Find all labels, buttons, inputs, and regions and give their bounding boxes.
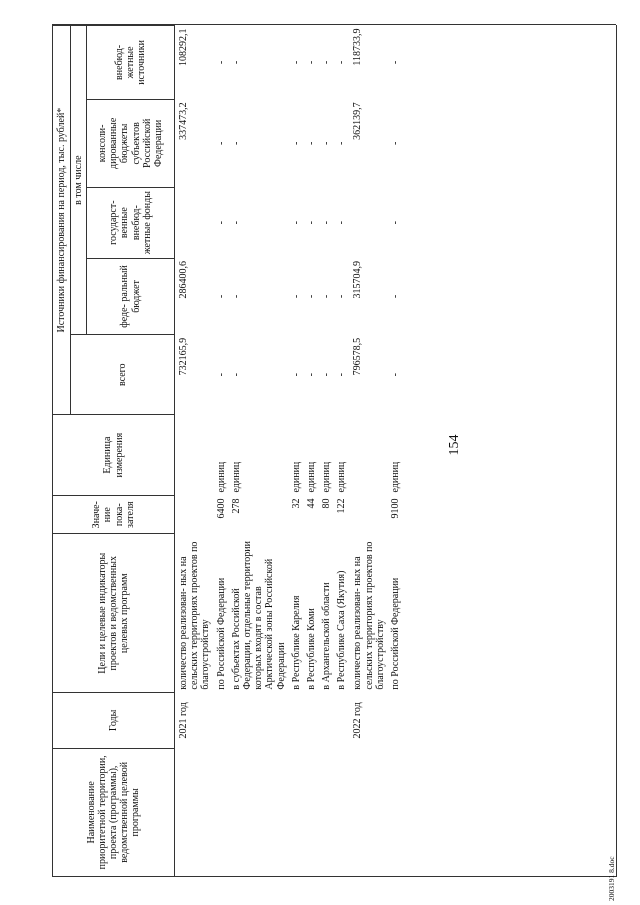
table-row <box>214 26 229 877</box>
consolidated-cell: - <box>390 141 401 146</box>
header-consolidated: консоли- дированные бюджеты субъектов Российской Федерации <box>87 99 175 187</box>
total-cell: - <box>336 373 348 377</box>
extra-cell: - <box>336 60 348 65</box>
table-row <box>388 26 403 877</box>
value-cell: 122 <box>336 498 348 514</box>
year-cell <box>319 693 334 749</box>
table-left-border <box>52 876 616 877</box>
federal-cell: - <box>215 294 227 299</box>
funds-cell: - <box>305 221 317 225</box>
extra-cell: 108292,1 <box>178 28 189 66</box>
unit-cell: единиц <box>230 461 242 493</box>
consolidated-cell: - <box>336 141 348 146</box>
total-cell: 796578,5 <box>352 337 364 376</box>
value-cell <box>349 496 388 534</box>
year-cell: 2022 год <box>352 702 364 739</box>
value-cell: 80 <box>321 498 333 509</box>
funds-cell: - <box>390 221 401 225</box>
extra-cell: - <box>321 60 333 65</box>
extra-cell: 118733,9 <box>352 28 364 66</box>
footer-code: 2003191 8.doc <box>607 856 616 901</box>
year-cell <box>304 693 319 749</box>
funds-cell <box>175 187 214 258</box>
total-cell: - <box>321 373 333 377</box>
header-name: Наименование приоритетной территории, проекта (программы), ведомственной целевой программы <box>53 748 175 876</box>
header-unit: Единица измерения <box>53 415 175 496</box>
indicator-cell: в Архангельской области <box>321 582 333 690</box>
consolidated-cell: - <box>230 141 242 146</box>
header-goals: Цели и целевые индикаторы проектов и ведомственных целевых программ <box>53 534 175 693</box>
consolidated-cell: - <box>305 141 317 146</box>
year-cell: 2021 год <box>178 702 189 739</box>
table-right-border <box>52 24 616 25</box>
unit-cell: единиц <box>336 461 348 493</box>
total-cell: 732165,9 <box>178 337 189 376</box>
table-row <box>289 26 304 877</box>
table-row <box>349 26 388 877</box>
total-cell: - <box>390 373 401 377</box>
year-cell <box>388 693 403 749</box>
indicator-cell: в субъектах Российской Федерации, отдельные территории которых входят в состав Арктической зоны Российской Федерации <box>230 541 287 690</box>
funds-cell: - <box>290 221 302 225</box>
extra-cell: - <box>290 60 302 65</box>
consolidated-cell: - <box>215 141 227 146</box>
extra-cell: - <box>305 60 317 65</box>
value-cell: 44 <box>305 498 317 509</box>
year-cell <box>214 693 229 749</box>
funds-cell: - <box>336 221 348 225</box>
unit-cell: единиц <box>290 461 302 493</box>
indicator-cell: количество реализован- ных на сельских территориях проектов по благоустройству <box>352 541 386 690</box>
value-cell: 278 <box>230 498 242 514</box>
federal-cell: 315704,9 <box>352 261 364 299</box>
header-extra: внебюд- жетные источники <box>87 26 175 100</box>
unit-cell <box>175 415 214 496</box>
federal-cell: - <box>336 294 348 299</box>
indicator-cell: в Республике Саха (Якутия) <box>336 570 348 690</box>
year-cell <box>289 693 304 749</box>
unit-cell <box>349 415 388 496</box>
total-cell: - <box>305 373 317 377</box>
year-cell <box>334 693 349 749</box>
table-row <box>334 26 349 877</box>
extra-cell: - <box>390 60 401 65</box>
page-number: 154 <box>447 434 462 456</box>
header-value: Значе- ние пока- зателя <box>53 496 175 534</box>
value-cell <box>175 496 214 534</box>
federal-cell: - <box>305 294 317 299</box>
consolidated-cell: 362139,7 <box>352 102 364 140</box>
federal-cell: - <box>290 294 302 299</box>
funds-cell <box>349 187 388 258</box>
unit-cell: единиц <box>305 461 317 493</box>
funds-cell: - <box>230 221 242 225</box>
federal-cell: - <box>230 294 242 299</box>
indicator-cell: количество реализован- ных на сельских территориях проектов по благоустройству <box>178 541 212 690</box>
unit-cell: единиц <box>390 461 401 493</box>
table-row <box>175 26 214 877</box>
header-years: Годы <box>53 693 175 749</box>
indicator-cell: по Российской Федерации <box>390 577 401 690</box>
funds-cell: - <box>321 221 333 225</box>
funds-cell: - <box>215 221 227 225</box>
total-cell: - <box>215 373 227 377</box>
unit-cell: единиц <box>215 461 227 493</box>
unit-cell: единиц <box>321 461 333 493</box>
federal-cell: - <box>390 294 401 299</box>
federal-cell: - <box>321 294 333 299</box>
table-row <box>229 26 289 877</box>
value-cell: 6400 <box>215 498 227 519</box>
header-incl: в том числе <box>71 26 87 335</box>
federal-cell: 286400,6 <box>178 261 189 299</box>
table-bottom-border <box>616 25 617 877</box>
value-cell: 32 <box>290 498 302 509</box>
total-cell: - <box>230 373 242 377</box>
indicator-cell: в Республике Карелия <box>290 595 302 690</box>
extra-cell: - <box>230 60 242 65</box>
total-cell: - <box>290 373 302 377</box>
consolidated-cell: - <box>290 141 302 146</box>
table-row <box>319 26 334 877</box>
financing-table <box>52 25 403 877</box>
indicator-cell: по Российской Федерации <box>215 577 227 690</box>
consolidated-cell: - <box>321 141 333 146</box>
year-cell <box>229 693 289 749</box>
table-row <box>304 26 319 877</box>
header-federal: феде- ральный бюджет <box>87 258 175 335</box>
header-total: всего <box>71 335 175 415</box>
consolidated-cell: 337473,2 <box>178 102 189 140</box>
indicator-cell: в Республике Коми <box>305 608 317 690</box>
header-sources: Источники финансирования на период, тыс. рублей* <box>53 26 71 415</box>
extra-cell: - <box>215 60 227 65</box>
value-cell: 9100 <box>390 498 401 519</box>
header-state-funds: государст- венные внебюд- жетные фонды <box>87 187 175 258</box>
